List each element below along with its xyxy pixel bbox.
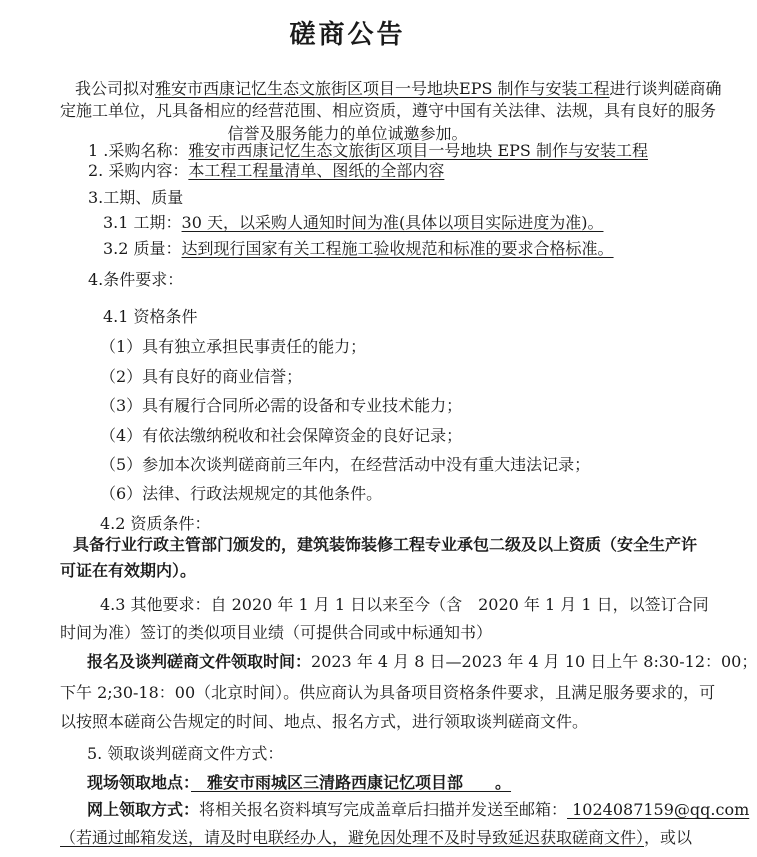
item-2	[88, 161, 444, 181]
period-label: 3.1 工期：	[103, 213, 182, 232]
period-value: 30 天，以采购人通知时间为准(具体以项目实际进度为准)。	[181, 213, 604, 232]
online-label: 网上领取方式：	[87, 800, 200, 819]
online-pickup	[87, 800, 749, 820]
other-req-line-1: 4.3 其他要求：自 2020 年 1 月 1 日以来至今（含 2020 年 1 月 1 日，以签订合同	[100, 595, 709, 614]
condition-1: （1）具有独立承担民事责任的能力；	[100, 337, 367, 356]
registration-line-2: 下午 2;30-18：00（北京时间）。供应商认为具备项目资格条件要求，且满足服务要求的，可	[60, 683, 716, 702]
item-1-label: 1 .采购名称：	[88, 141, 189, 160]
qualification-line-1: 具备行业行政主管部门颁发的，建筑装饰装修工程专业承包二级及以上资质（安全生产许	[73, 535, 698, 554]
quality-value: 达到现行国家有关工程施工验收规范和标准的要求合格标准。	[181, 239, 614, 258]
condition-6: （6）法律、行政法规规定的其他条件。	[100, 484, 383, 503]
email-link[interactable]: 1024087159@qq.com	[567, 800, 750, 819]
condition-4: （4）有依法缴纳税收和社会保障资金的良好记录；	[100, 426, 463, 445]
intro-line-3: 信誉及服务能力的单位诚邀参加。	[227, 124, 468, 143]
page-title: 磋商公告	[289, 20, 406, 50]
item-1-value: 雅安市西康记忆生态文旅街区项目一号地块 EPS 制作与安装工程	[188, 141, 648, 160]
intro-suffix: 进行谈判磋商确	[609, 79, 722, 98]
registration-time: 2023 年 4 月 8 日—2023 年 4 月 10 日上午 8:30-12：00；	[311, 652, 757, 671]
item-2-label: 2. 采购内容：	[88, 161, 189, 180]
item-3-1	[103, 213, 603, 233]
online-text: 将相关报名资料填写完成盖章后扫描并发送至邮箱：	[199, 800, 568, 819]
intro-line-1	[75, 79, 722, 99]
other-req-line-2: 时间为准）签订的类似项目业绩（可提供合同或中标通知书）	[60, 623, 493, 642]
quality-label: 3.2 质量：	[103, 239, 182, 258]
onsite-address: 雅安市雨城区三清路西康记忆项目部 。	[191, 773, 512, 792]
item-1	[88, 141, 648, 161]
onsite-label: 现场领取地点：	[87, 773, 192, 792]
item-4-heading: 4.条件要求：	[88, 270, 184, 289]
intro-project-name: 雅安市西康记忆生态文旅街区项目一号地块EPS 制作与安装工程	[155, 79, 610, 98]
registration-label: 报名及谈判磋商文件领取时间：	[87, 652, 312, 671]
online-note	[60, 828, 692, 848]
condition-2: （2）具有良好的商业信誉；	[100, 367, 303, 386]
intro-line-2: 定施工单位，凡具备相应的经营范围、相应资质，遵守中国有关法律、法规，具有良好的服务	[60, 101, 717, 120]
item-3-2	[103, 239, 614, 259]
item-3-heading: 3.工期、质量	[88, 188, 184, 207]
intro-prefix: 我公司拟对	[75, 79, 156, 98]
onsite-pickup	[87, 773, 511, 793]
email-note: （若通过邮箱发送，请及时电联经办人，避免因处理不及时导致延迟获取磋商文件）	[60, 828, 645, 847]
registration-line-3: 以按照本磋商公告规定的时间、地点、报名方式，进行领取谈判磋商文件。	[60, 712, 589, 731]
item-2-value: 本工程工程量清单、图纸的全部内容	[188, 161, 445, 180]
item-4-1-heading: 4.1 资格条件	[103, 307, 198, 326]
note-tail: ，或以	[644, 828, 693, 847]
item-4-2-heading: 4.2 资质条件：	[100, 514, 211, 533]
item-5-heading: 5. 领取谈判磋商文件方式：	[87, 744, 284, 763]
registration-line-1	[87, 652, 757, 672]
condition-3: （3）具有履行合同所必需的设备和专业技术能力；	[100, 396, 463, 415]
condition-5: （5）参加本次谈判磋商前三年内，在经营活动中没有重大违法记录；	[100, 455, 591, 474]
qualification-line-2: 可证在有效期内）。	[60, 561, 197, 580]
